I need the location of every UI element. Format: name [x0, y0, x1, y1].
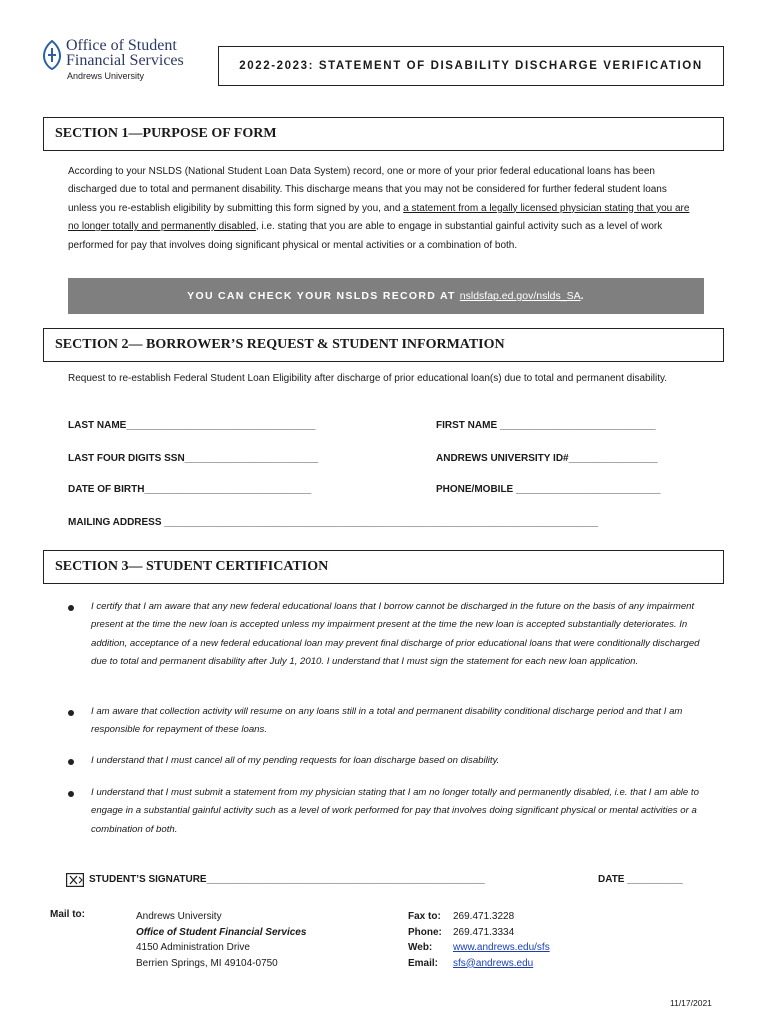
logo-line2: Financial Services	[66, 52, 184, 69]
bullet-dot-3	[68, 759, 74, 765]
banner-text: YOU CAN CHECK YOUR NSLDS RECORD AT	[187, 290, 456, 302]
bullet-dot-1	[68, 605, 74, 611]
section2-title: SECTION 2— BORROWER’S REQUEST & STUDENT INFORMATION	[55, 337, 505, 352]
section1-header	[43, 117, 724, 151]
au-id-field[interactable]: ANDREWS UNIVERSITY ID#________________	[436, 453, 658, 464]
address-line-1: Andrews University	[136, 911, 222, 922]
banner-end: .	[580, 290, 585, 302]
first-name-field[interactable]: FIRST NAME ____________________________	[436, 420, 656, 431]
address-line-3: 4150 Administration Drive	[136, 942, 250, 953]
section1-paragraph	[68, 163, 698, 255]
request-text: Request to re-establish Federal Student Loan Eligibility after discharge of prior educational loan(s) due to total and permanent disability.	[68, 373, 668, 384]
section1-para-start: According to your NSLDS (National Student Loan Data System) record, one or more of your prior federal educational loans has been discharged due to total and permanent disability. This discharge means that you may not be considered for further federal student loans unless you re-establish eligibility by submitting this form signed by you, and	[68, 166, 667, 214]
section1-para-underlined: a statement from a legally licensed physician stating that you are no longer totally and permanently disabled	[68, 202, 690, 233]
phone-value: 269.471.3334	[453, 926, 515, 938]
section3-header	[43, 550, 724, 584]
bullet-dot-4	[68, 791, 74, 797]
contact-labels	[408, 909, 442, 971]
mail-to-label: Mail to:	[50, 909, 85, 920]
section1-title: SECTION 1—PURPOSE OF FORM	[55, 126, 277, 141]
form-title: 2022-2023: STATEMENT OF DISABILITY DISCHARGE VERIFICATION	[239, 60, 703, 72]
section3-title: SECTION 3— STUDENT CERTIFICATION	[55, 559, 329, 574]
certification-bullet-3: I understand that I must cancel all of my pending requests for loan discharge based on disability.	[91, 755, 500, 766]
certification-bullet-2: I am aware that collection activity will resume on any loans still in a total and permanent disability conditional discharge period and that I am responsible for repayment of these loans.	[91, 706, 683, 736]
mailing-address-field[interactable]: MAILING ADDRESS ______________________________________________________________________________	[68, 517, 599, 528]
certification-bullet-4: I understand that I must submit a statement from my physician stating that I am no longer totally and permanently disabled, i.e. that I am able to engage in a substantial gainful activity such as a level of work performed for pay that involves doing significant physical or mental activities or a combination of both.	[91, 787, 699, 835]
address-line-2: Office of Student Financial Services	[136, 926, 307, 938]
bullet-dot-2	[68, 710, 74, 716]
contact-values	[453, 909, 550, 971]
address-line-4: Berrien Springs, MI 49104-0750	[136, 957, 278, 969]
dob-field[interactable]: DATE OF BIRTH______________________________	[68, 484, 312, 495]
email-link[interactable]: sfs@andrews.edu	[453, 957, 534, 969]
logo-mark-icon	[42, 40, 62, 70]
ssn-field[interactable]: LAST FOUR DIGITS SSN________________________	[68, 453, 319, 464]
signature-field[interactable]: STUDENT’S SIGNATURE__________________________________________________	[89, 874, 485, 885]
email-label: Email:	[408, 957, 439, 969]
web-label: Web:	[408, 942, 433, 953]
sign-here-icon	[66, 873, 84, 887]
logo-line1: Office of Student	[66, 37, 177, 54]
web-link[interactable]: www.andrews.edu/sfs	[453, 942, 550, 953]
mailing-address-block	[136, 909, 306, 971]
phone-label: Phone:	[408, 926, 442, 938]
logo-line3: Andrews University	[67, 71, 145, 81]
section1-para-end: , i.e. stating that you are able to engage in substantial gainful activity such as a level of work performed for pay that involves doing significant physical or mental activities or a combination of both.	[68, 221, 663, 251]
nslds-link[interactable]: nsldsfap.ed.gov/nslds_SA	[459, 290, 581, 302]
section2-header	[43, 328, 724, 362]
fax-value: 269.471.3228	[453, 911, 515, 922]
phone-field[interactable]: PHONE/MOBILE __________________________	[436, 484, 661, 495]
certification-bullet-1: I certify that I am aware that any new federal educational loans that I borrow cannot be discharged in the future on the basis of any impairment present at the time the new loan is accepted unless my impairment present at the time the new loan is accepted substantially deteriorates. In addition, acceptance of a new federal educational loan may prevent final discharge of prior educational loans that were conditionally discharged due to total and permanent disability after July 1, 2010. I understand that I must sign the statement for each new loan application.	[91, 601, 700, 668]
fax-label: Fax to:	[408, 911, 441, 922]
date-field[interactable]: DATE __________	[598, 874, 683, 885]
nslds-banner	[68, 278, 704, 314]
logo	[42, 38, 192, 86]
last-name-field[interactable]: LAST NAME__________________________________	[68, 420, 316, 431]
form-revision-date: 11/17/2021	[670, 998, 712, 1008]
header-title-box	[218, 46, 724, 86]
